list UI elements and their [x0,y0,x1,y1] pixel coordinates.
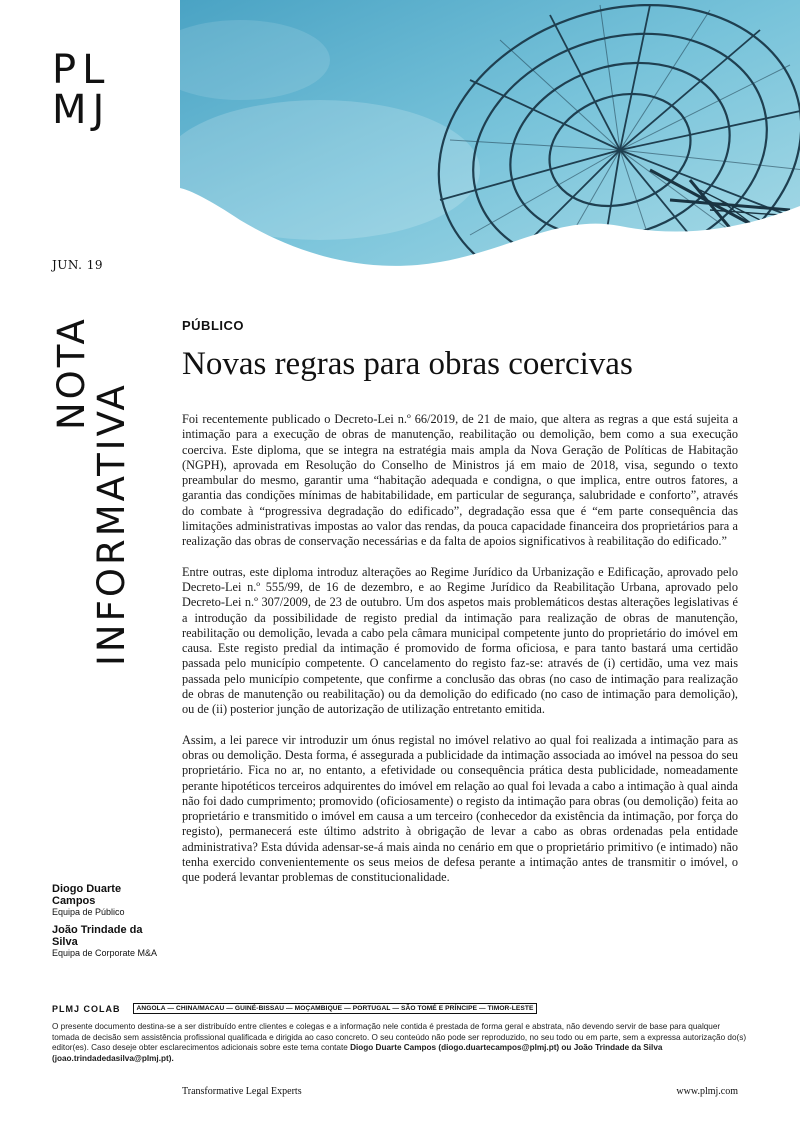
section-label: PÚBLICO [182,318,244,333]
contact-email[interactable]: (joao.trindadedasilva@plmj.pt). [52,1053,174,1063]
plmj-logo [52,47,111,133]
author-role: Equipa de Corporate M&A [52,948,158,958]
colab-countries: ANGOLA — CHINA/MACAU — GUINÉ-BISSAU — MOÇAMBIQUE — PORTUGAL — SÃO TOMÉ E PRÍNCIPE — TIMOR-LESTE [133,1003,538,1014]
colab-bar [52,1003,537,1014]
author-name: Diogo Duarte Campos [52,883,122,907]
authors-block [52,883,162,965]
footer-tagline: Transformative Legal Experts [182,1086,302,1097]
colab-label: PLMJ COLAB [52,1003,121,1014]
author-role: Equipa de Público [52,907,125,917]
paragraph-1: Foi recentemente publicado o Decreto-Lei n.º 66/2019, de 21 de maio, que altera as regras a que está sujeita a intimação para a execução de obras de manutenção, reabilitação ou demolição, bem como a sua execução coerciva. Este diploma, que se integra na estratégia mais ampla da Nova Geração de Políticas de Habitação (NGPH), aprovada em Resolução do Conselho de Ministros já em maio de 2018, visa, segundo o texto preambular do mesmo, garantir uma “habitação adequada e condigna, o que implica, entre outros fatores, a garantia das condições mínimas de habitabilidade, em particular de segurança, salubridade e conforto”, através do combate à “progressiva degradação do edificado”, degradação essa que é “em parte consequência das limitações administrativas impostas ao valor das rendas, da pouca capacidade financeira dos proprietários para a realização das obras de conservação necessárias e da falta de apoios significativos à reabilitação do edificado.” [182,412,738,549]
article-body [182,412,738,901]
hero-image-telescope [180,0,800,272]
paragraph-3: Assim, a lei parece vir introduzir um ónus registal no imóvel relativo ao qual foi realizada a intimação para as obras ou demolição. Desta forma, é assegurada a publicidade da intimação associada ao imóvel na pessoa do seu proprietário. Fica no ar, no entanto, a efetividade ou consequência prática desta publicidade, nomeadamente perante hipotéticos terceiros adquirentes do imóvel em relação ao qual foi levada a cabo a intimação à qual ainda não foi dado cumprimento; promovido (oficiosamente) o registo da intimação para obras (ou demolição) feita ao proprietário e transmitido o imóvel em causa a um terceiro (conhecedor da existência da intimação, por força do registo), permanecerá este último adstrito à obrigação de levar a cabo as obras ordenadas pela entidade administrativa? Esta dúvida adensar-se-á mais ainda no cenário em que o proprietário primitivo (e intimado) não tenha exercido convenientemente os seus meios de defesa perante a intimação antes de transmitir o imóvel, o que poderá levantar problemas de constitucionalidade. [182,732,738,885]
footer-url-link[interactable]: www.plmj.com [676,1086,738,1097]
disclaimer [52,1022,748,1064]
paragraph-2: Entre outras, este diploma introduz alterações ao Regime Jurídico da Urbanização e Edificação, aprovado pelo Decreto-Lei n.º 555/99, de 16 de dezembro, e ao Regime Jurídico da Reabilitação Urbana, aprovado pelo Decreto-Lei n.º 307/2009, de 23 de outubro. Um dos aspetos mais problemáticos destas alterações legislativas é a introdução da possibilidade de registo predial da intimação para realização de obras de manutenção, reabilitação ou demolição, levada a cabo pela câmara municipal competente junto do proprietário do imóvel em causa. Este registo predial da intimação é promovido de forma oficiosa, e para tanto bastará uma certidão passada pelo município competente. O cancelamento do registo faz-se: através de (i) certidão, uma vez mais passada pelo município competente, que confirme a conclusão das obras (no caso de intimação para realização de obras de manutenção ou reabilitação) ou da demolição do edificado (no caso de intimação para demolição), ou de (ii) posterior junção de autorização de utilização entretanto emitida. [182,564,738,717]
contact-name: Diogo Duarte Campos [350,1043,437,1052]
vertical-title-line-2: INFORMATIVA [90,382,133,666]
contact-email[interactable]: (diogo.duartecampos@plmj.pt) ou [436,1043,574,1052]
issue-date: JUN. 19 [52,258,104,272]
vertical-title-line-1: NOTA [50,316,93,430]
contact-name: João Trindade da Silva [573,1043,663,1052]
author-name: João Trindade da Silva [52,924,143,948]
disclaimer-text: O presente documento destina-se a ser distribuído entre clientes e colegas e a informação nele contida é prestada de forma geral e abstrata, não devendo servir de base para qualquer tomada de decisão sem assistência profissional qualificada e dirigida ao caso concreto. O seu conteúdo não pode ser reproduzido, no seu todo ou em parte, sem a expressa autorização do(s) editor(es). Caso deseje obter esclarecimentos adicionais sobre este tema contate [52,1022,747,1052]
page-title: Novas regras para obras coercivas [182,346,633,382]
logo-line-2: MJ [52,87,111,133]
logo-line-1: PL [52,47,111,93]
vertical-title [50,318,136,666]
